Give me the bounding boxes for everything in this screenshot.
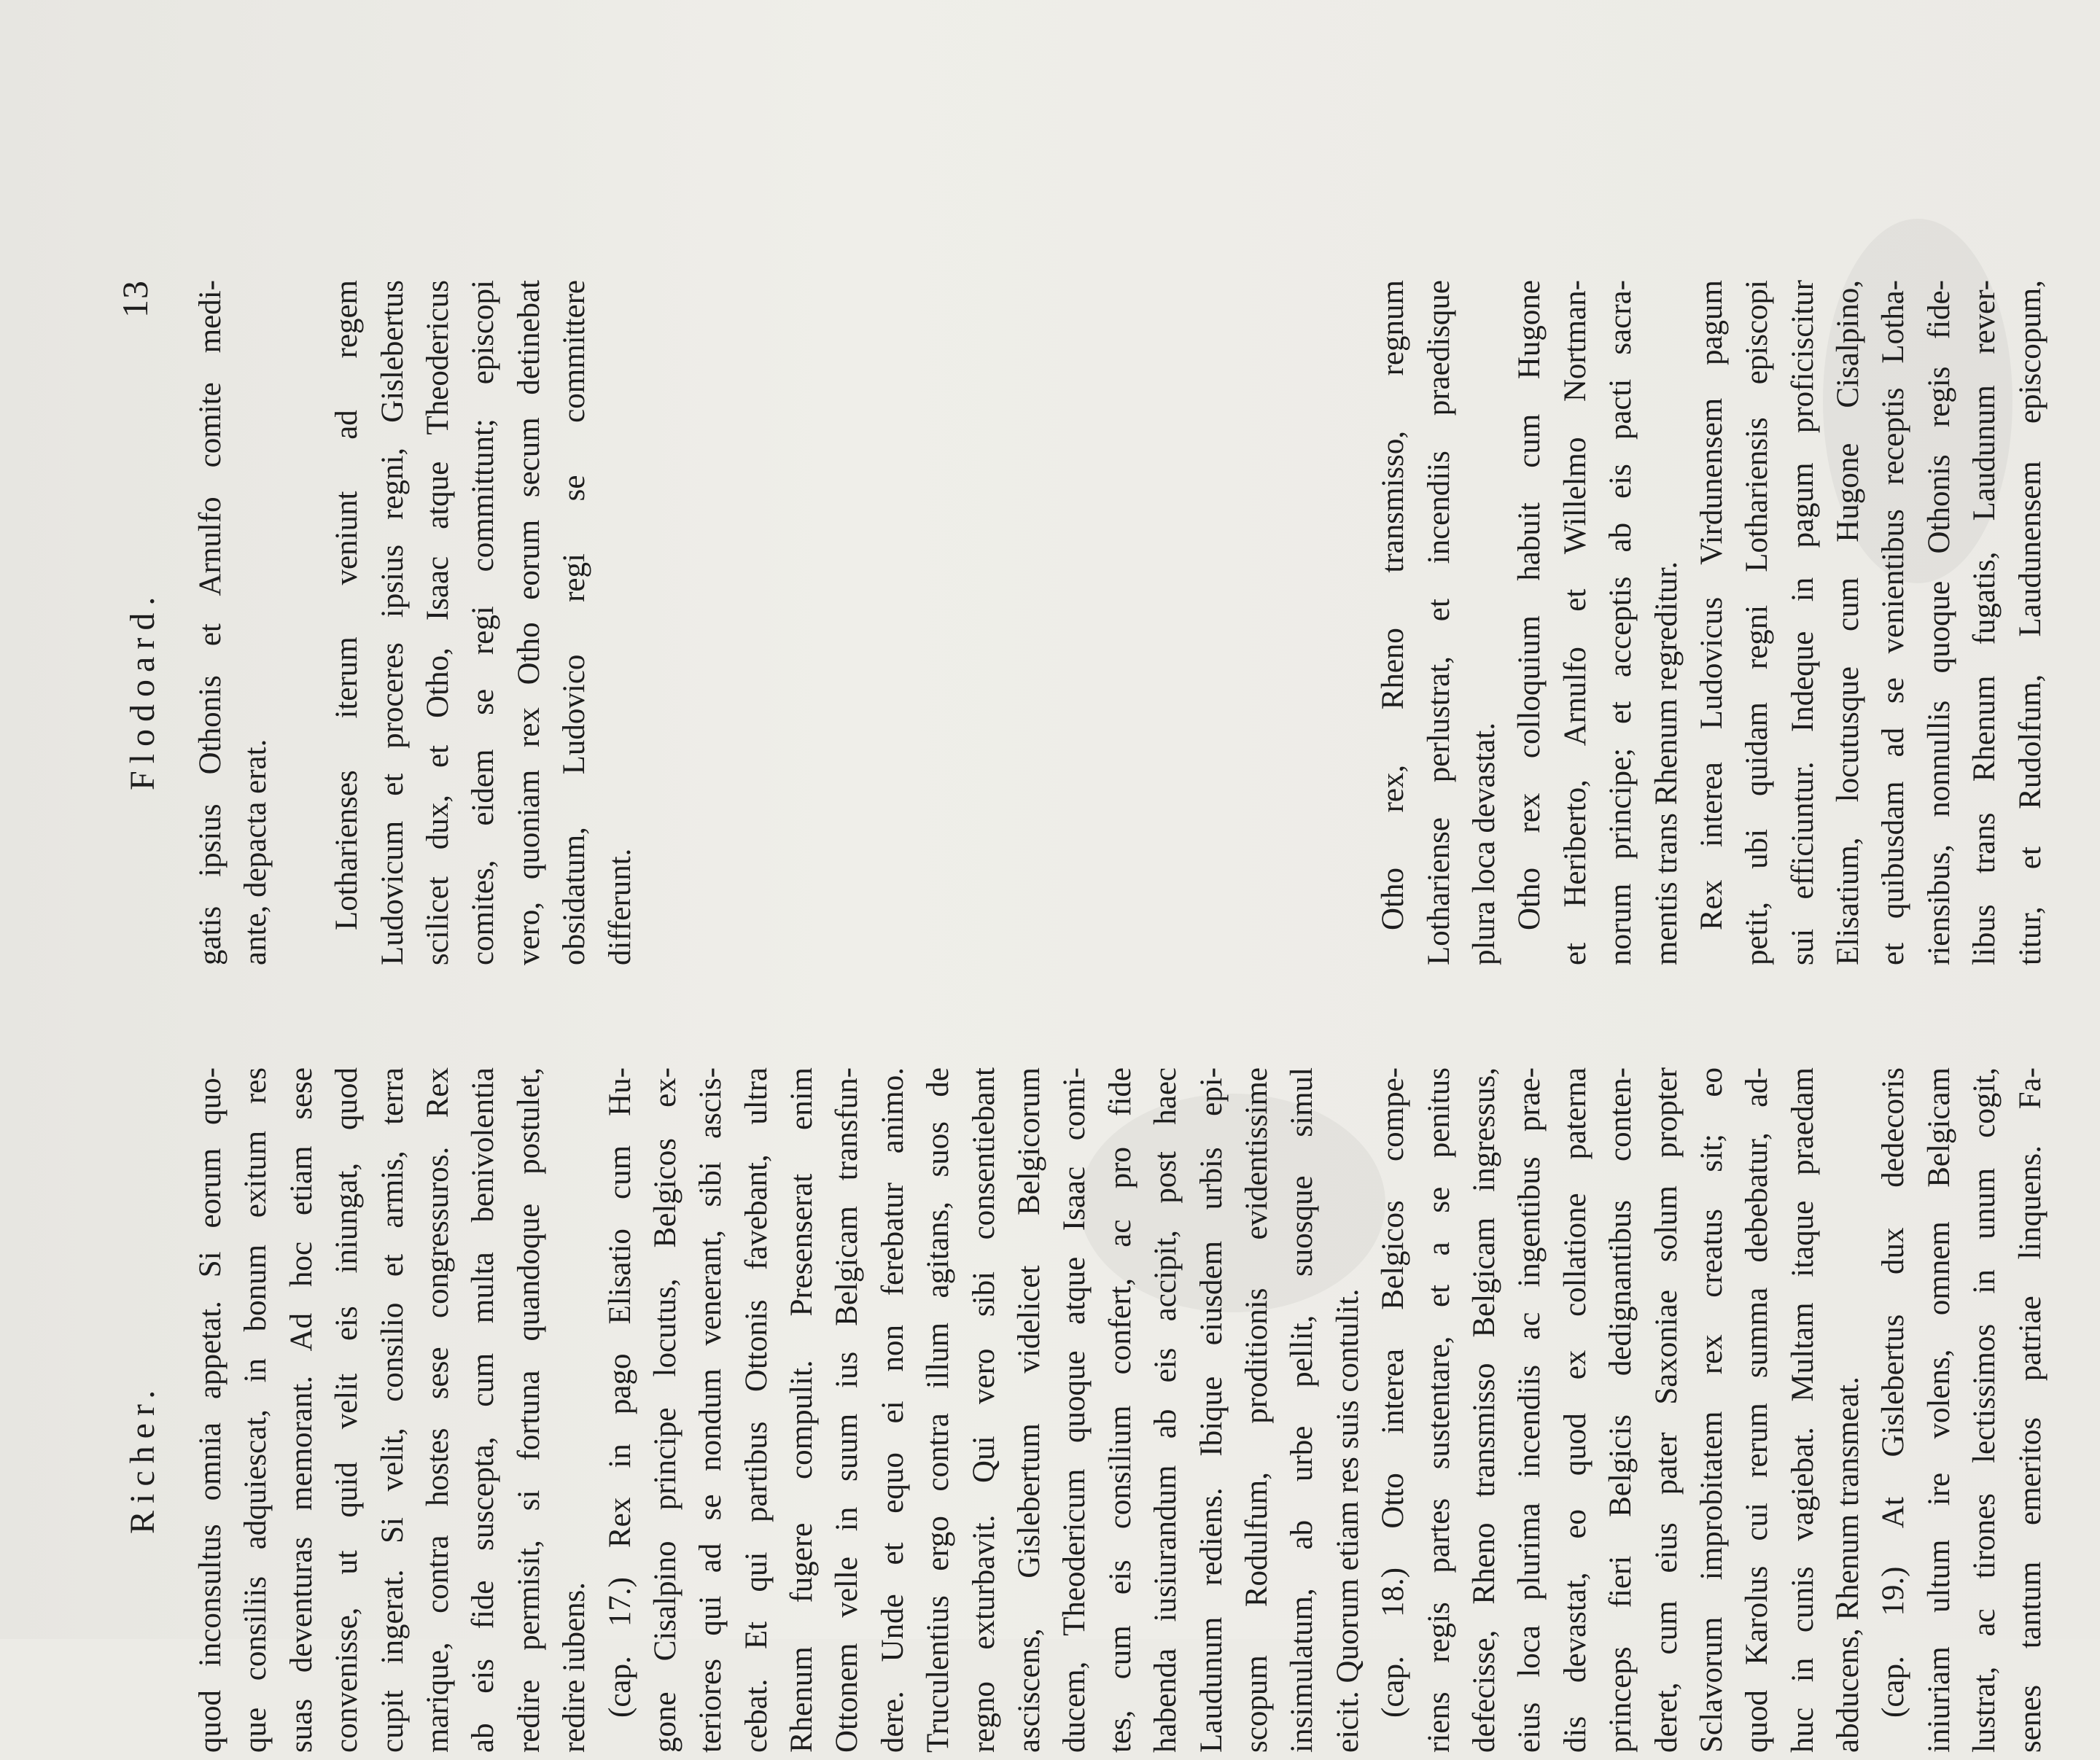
text-line: Sclavorum improbitatem rex creatus sit; eo	[1694, 1067, 1729, 1753]
blank-line	[1326, 280, 1371, 965]
blank-line	[279, 280, 324, 965]
text-line: suas deventuras memorant. Ad hoc etiam sese	[284, 1067, 319, 1753]
blank-line	[688, 280, 734, 965]
page-header	[109, 258, 182, 1760]
text-line: iniuriam ultum ire volens, omnem Belgicam	[1921, 1067, 1956, 1753]
page-number: 13	[114, 280, 155, 318]
text-line: insimulatum, ab urbe pellit, suosque simul	[1285, 1067, 1320, 1753]
text-line: titur, et Rudolfum, Laudunensem episcopum,	[2012, 280, 2048, 965]
text-line: redire iubens.	[557, 1581, 592, 1753]
text-line: scilicet dux, et Otho, Isaac atque Theodericus	[420, 280, 455, 965]
blank-line	[962, 280, 1007, 965]
text-line: comites, eidem se regi committunt; episcopi	[466, 280, 501, 965]
text-line: riensibus, nonnullis quoque Othonis regis fide-	[1921, 280, 1956, 965]
text-line: Ludovicum et proceres ipsius regni, Gislebertus	[375, 280, 410, 965]
blank-line	[643, 280, 688, 965]
text-line: differunt.	[602, 848, 637, 965]
text-line: princeps fieri Belgicis dedignantibus conten-	[1603, 1067, 1638, 1753]
text-line: tes, cum eis consilium confert, ac pro fide	[1102, 1067, 1138, 1753]
text-line: cupit ingerat. Si velit, consilio et armis, terra	[375, 1067, 410, 1753]
blank-line	[916, 280, 961, 965]
text-line: et quibusdam ad se venientibus receptis Lotha-	[1876, 280, 1911, 965]
blank-line	[1143, 280, 1189, 965]
text-line: Rhenum fugere compulit. Presenserat enim	[785, 1067, 820, 1753]
text-line: gone Cisalpino principe locutus, Belgicos ex-	[648, 1067, 682, 1753]
text-line: regno exturbavit. Qui vero sibi consentiebant	[966, 1067, 1001, 1753]
text-line: Elisatium, locutusque cum Hugone Cisalpino,	[1831, 280, 1866, 965]
blank-line	[734, 280, 779, 965]
text-line: habenda iusiurandum ab eis accipit, post haec	[1148, 1067, 1183, 1753]
text-line: Laudunum rediens. Ibique eiusdem urbis epi-	[1194, 1067, 1229, 1753]
text-line: quod inconsultus omnia appetat. Si eorum quo-	[193, 1067, 228, 1753]
text-line: teriores qui ad se nondum venerant, sibi ascis-	[693, 1067, 728, 1753]
flodoard-text-column	[188, 280, 2053, 965]
text-line: petit, ubi quidam regni Lothariensis episcopi	[1740, 280, 1775, 965]
text-line: norum principe; et acceptis ab eis pacti sacra-	[1603, 280, 1638, 965]
blank-line	[1007, 280, 1052, 965]
text-line: quod Karolus cui rerum summa debebatur, ad-	[1740, 1067, 1775, 1753]
text-line: lustrat, ac tirones lectissimos in unum cogit,	[1967, 1067, 2002, 1753]
text-line: mentis trans Rhenum regreditur.	[1649, 561, 1684, 965]
text-line: sui efficiuntur. Indeque in pagum proficiscitur	[1785, 280, 1820, 965]
text-line: abducens, Rhenum transmeat.	[1831, 1377, 1866, 1753]
text-line: redire permisit, si fortuna quandoque postulet,	[511, 1067, 546, 1753]
text-line: Lotharienses iterum veniunt ad regem	[330, 280, 365, 930]
text-line: Rex interea Ludovicus Virdunensem pagum	[1694, 280, 1729, 930]
text-line: deret, cum eius pater Saxoniae solum propter	[1649, 1067, 1684, 1753]
text-line: riens regis partes sustentare, et a se penitus	[1421, 1067, 1456, 1753]
text-line: plura loca devastat.	[1466, 722, 1501, 965]
text-line: Otho rex colloquium habuit cum Hugone	[1512, 280, 1547, 930]
text-line: scopum Rodulfum, proditionis evidentissime	[1239, 1067, 1274, 1753]
left-column-title: Richer.	[123, 1382, 162, 1534]
text-line: eicit. Quorum etiam res suis contulit.	[1330, 1288, 1365, 1753]
text-line: (cap. 18.) Otto interea Belgicos compe-	[1376, 1067, 1411, 1718]
rotated-book-page	[109, 258, 2048, 1760]
text-line: ducem, Theodericum quoque atque Isaac comi-	[1057, 1067, 1092, 1753]
text-line: ante, depacta erat.	[238, 739, 273, 965]
text-line: marique, contra hostes sese congressuros. Rex	[420, 1067, 455, 1753]
blank-line	[1052, 280, 1097, 965]
blank-line	[779, 280, 825, 965]
text-line: dere. Unde et equo ei non ferebatur animo.	[875, 1067, 910, 1753]
text-line: gatis ipsius Othonis et Arnulfo comite medi-	[193, 280, 228, 965]
text-line: ab eis fide suscepta, cum multa benivolentia	[466, 1067, 501, 1753]
text-line: Truculentius ergo contra illum agitans, suos de	[921, 1067, 956, 1753]
right-column-title: Flodoard.	[123, 589, 162, 790]
text-line: obsidatum, Ludovico regi se committere	[557, 280, 592, 965]
text-line: Ottonem velle in suum ius Belgicam transfun-	[830, 1067, 865, 1753]
text-line: eius loca plurima incendiis ac ingentibus prae-	[1512, 1067, 1547, 1753]
text-line: (cap. 19.) At Gislebertus dux dedecoris	[1876, 1067, 1911, 1718]
blank-line	[1234, 280, 1280, 965]
text-line: vero, quoniam rex Otho eorum secum detinebat	[511, 280, 546, 965]
text-line: convenisse, ut quid velit eis iniungat, quod	[330, 1067, 365, 1753]
blank-line	[1280, 280, 1325, 965]
blank-line	[1189, 280, 1234, 965]
text-line: (cap. 17.) Rex in pago Elisatio cum Hu-	[602, 1067, 637, 1718]
text-line: defecisse, Rheno transmisso Belgicam ingressus,	[1466, 1067, 1501, 1753]
text-line: libus trans Rhenum fugatis, Laudunum rever-	[1967, 280, 2002, 965]
text-line: cebat. Et qui partibus Ottonis favebant, ultra	[739, 1067, 774, 1753]
blank-line	[825, 280, 870, 965]
text-line: et Heriberto, Arnulfo et Willelmo Nortman-	[1558, 280, 1592, 965]
text-line: dis devastat, eo quod ex collatione paterna	[1558, 1067, 1592, 1753]
text-line: Otho rex, Rheno transmisso, regnum	[1376, 280, 1411, 930]
text-line: que consiliis adquiescat, in bonum exitum res	[238, 1067, 273, 1753]
blank-line	[1098, 280, 1143, 965]
text-line: huc in cunis vagiebat. Multam itaque praedam	[1785, 1067, 1820, 1753]
text-line: senes tantum emeritos patriae linquens. Fa-	[2012, 1067, 2048, 1753]
text-line: asciscens, Gislebertum videlicet Belgicorum	[1012, 1067, 1047, 1753]
richer-text-column	[188, 1067, 2053, 1753]
text-line: Lothariense perlustrat, et incendiis praedisque	[1421, 280, 1456, 965]
blank-line	[871, 280, 916, 965]
